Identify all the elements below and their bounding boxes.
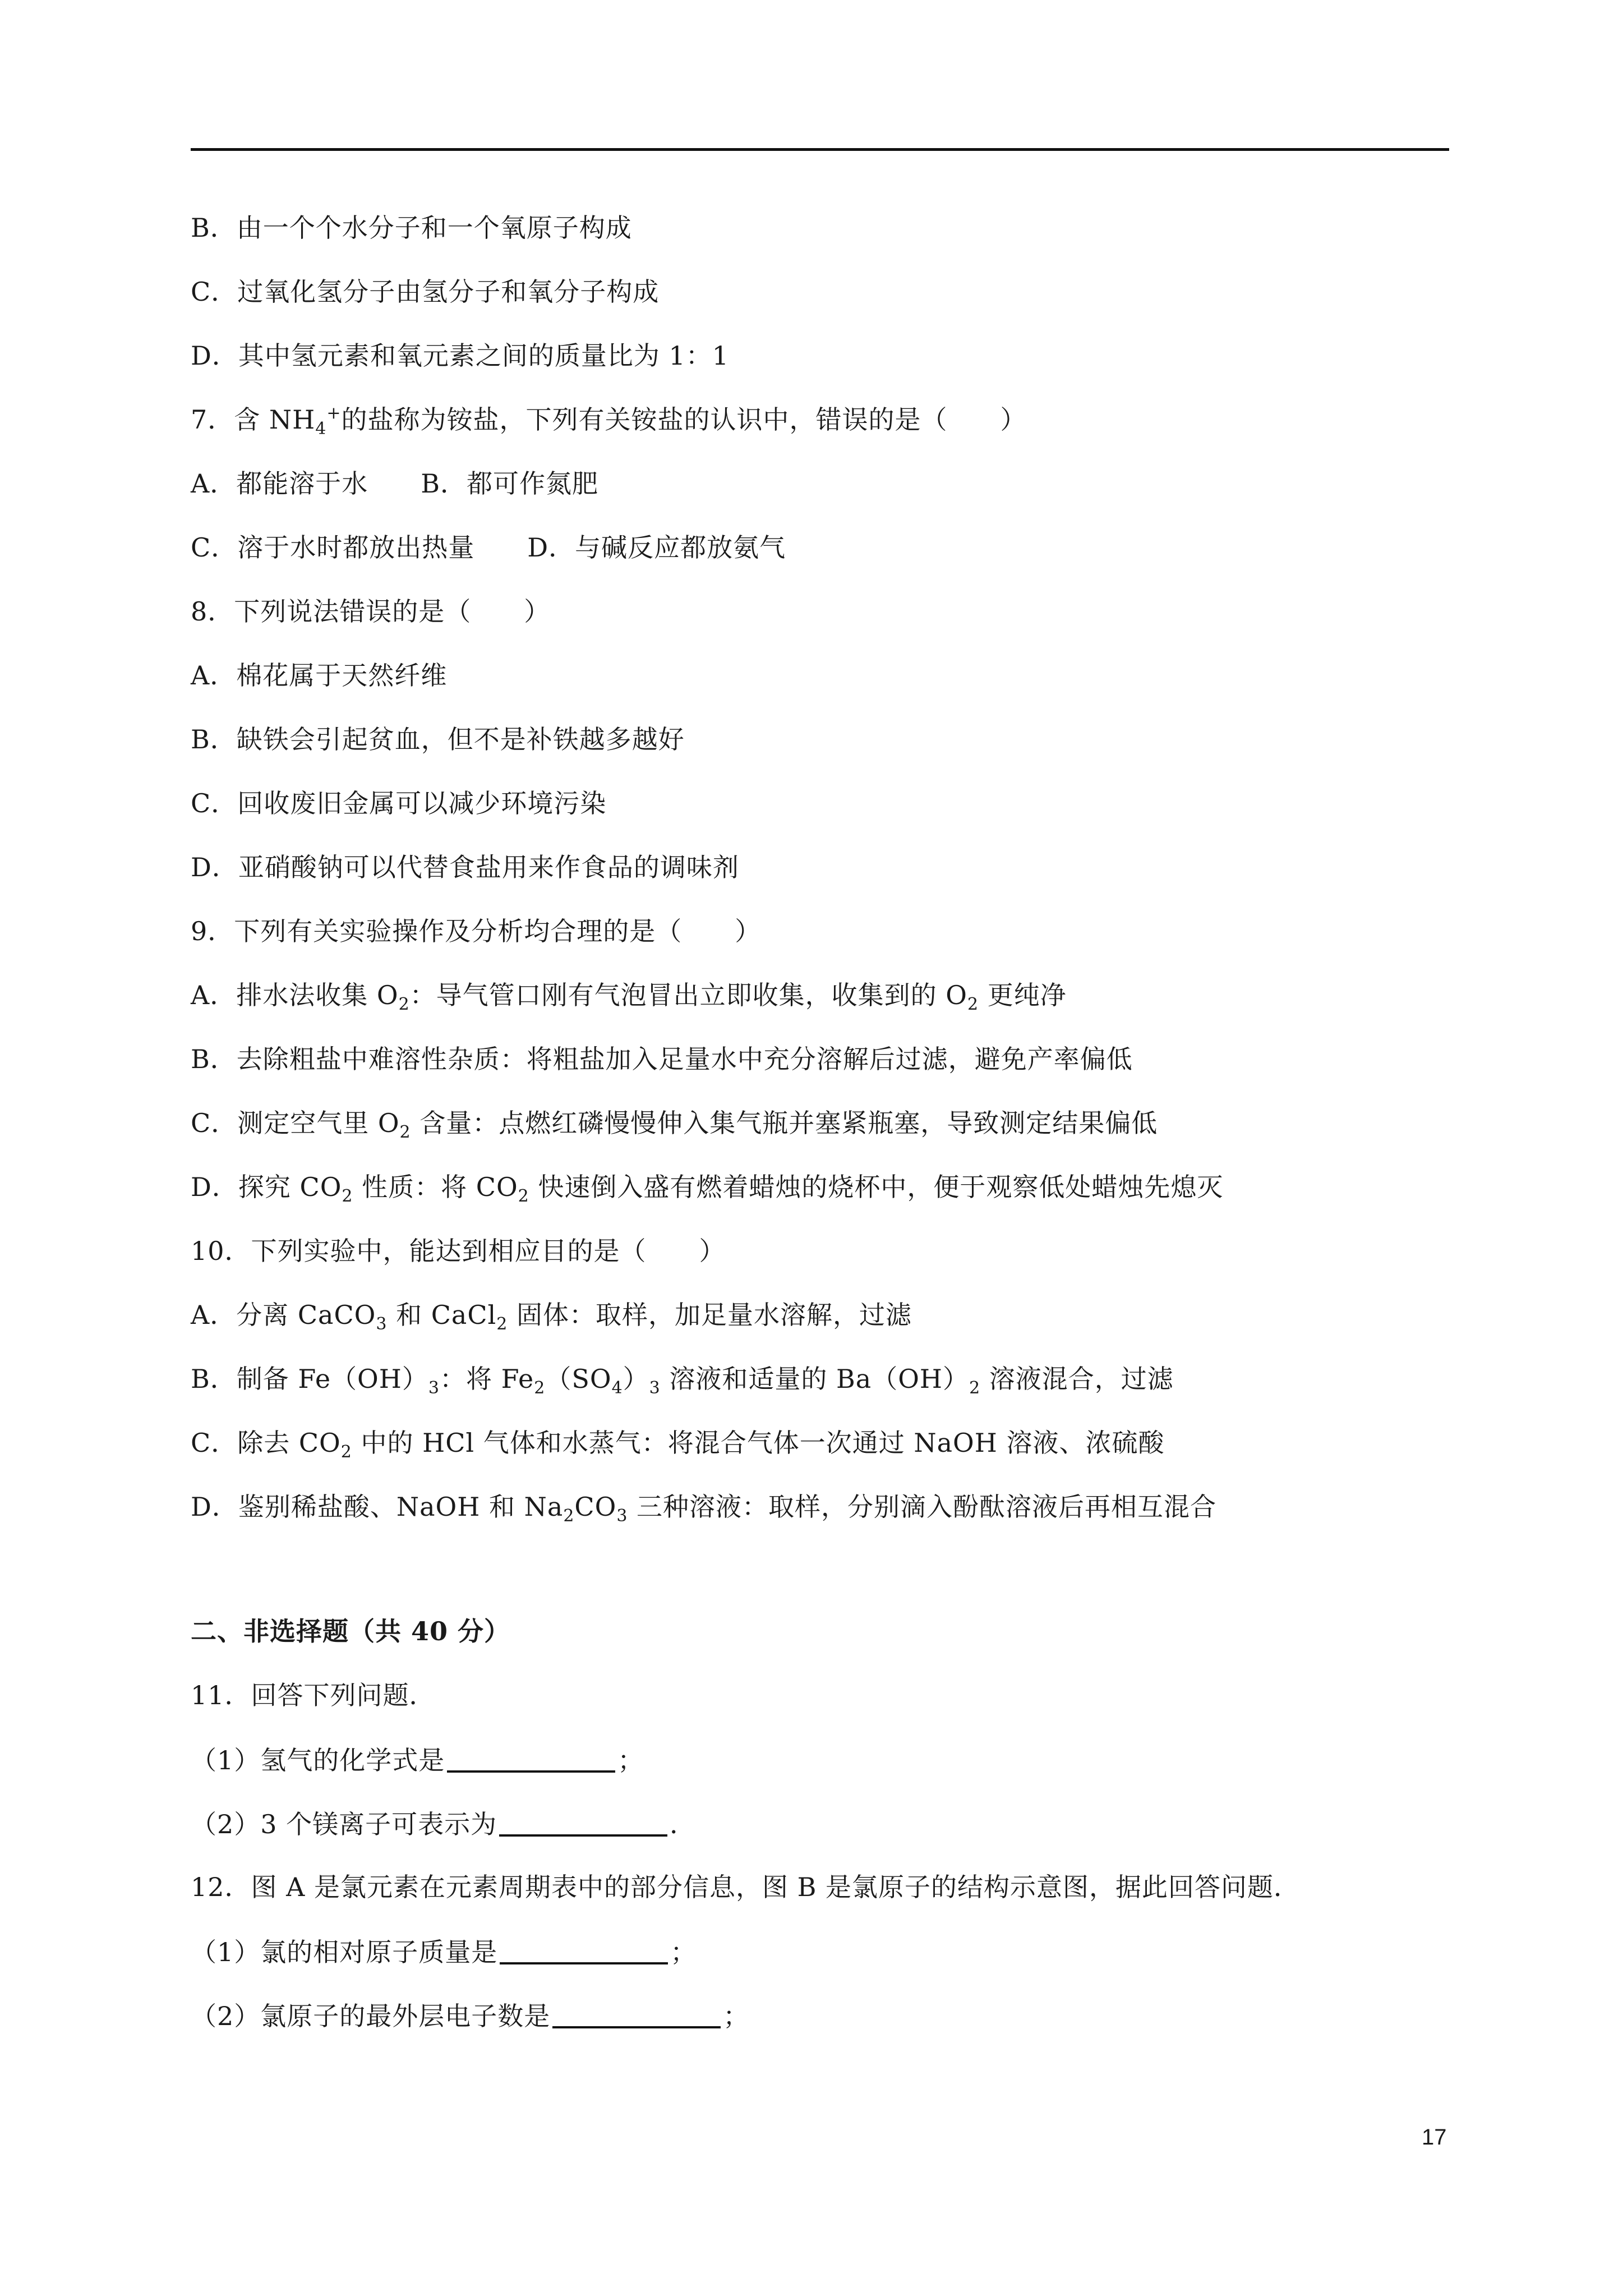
q9-c-text-1: C．测定空气里 O (191, 1108, 400, 1138)
q10-b-text-3: （SO (545, 1364, 612, 1394)
q9-option-a (191, 978, 1067, 1012)
q7-stem-subscript: 4 (315, 419, 327, 439)
q11-part-1-text: （1）氢气的化学式是 (191, 1745, 445, 1775)
q10-a-subscript-1: 3 (376, 1314, 388, 1334)
q10-c-text-2: 中的 HCl 气体和水蒸气：将混合气体一次通过 NaOH 溶液、浓硫酸 (352, 1428, 1165, 1458)
q9-c-subscript-1: 2 (399, 1122, 411, 1142)
q10-b-subscript-2: 2 (534, 1378, 546, 1398)
q10-b-subscript-3: 4 (611, 1378, 623, 1398)
q11-stem: 11．回答下列问题． (191, 1680, 436, 1710)
q10-a-text-2: 和 CaCl (387, 1300, 497, 1330)
q12-part-1-text: （1）氯的相对原子质量是 (191, 1937, 498, 1967)
q12-part-1-punct: ； (670, 1937, 697, 1967)
q9-c-text-2: 含量：点燃红磷慢慢伸入集气瓶并塞紧瓶塞，导致测定结果偏低 (411, 1108, 1158, 1138)
q10-d-subscript-1: 2 (563, 1506, 575, 1526)
q11-part-2-punct: ． (670, 1809, 697, 1839)
q10-option-b (191, 1362, 1174, 1396)
q10-a-subscript-2: 2 (496, 1314, 508, 1334)
q10-b-subscript-5: 2 (969, 1378, 981, 1398)
q7-options-ab: A．都能溶于水 B．都可作氮肥 (191, 468, 599, 499)
q10-d-subscript-2: 3 (616, 1506, 628, 1526)
q9-d-text-3: 快速倒入盛有燃着蜡烛的烧杯中，便于观察低处蜡烛先熄灭 (529, 1172, 1224, 1202)
q12-part-1 (191, 1934, 697, 1969)
q10-b-text-2: ：将 Fe (439, 1364, 534, 1394)
q10-b-text-1: B．制备 Fe（OH） (191, 1364, 428, 1394)
q10-option-a (191, 1298, 912, 1332)
q9-d-text-2: 性质：将 CO (353, 1172, 518, 1202)
q10-a-text-3: 固体：取样，加足量水溶解，过滤 (508, 1300, 912, 1330)
q8-stem: 8．下列说法错误的是（ ） (191, 596, 551, 627)
q10-stem: 10．下列实验中，能达到相应目的是（ ） (191, 1236, 726, 1266)
q10-option-c (191, 1426, 1164, 1460)
q9-a-text-1: A．排水法收集 O (191, 980, 399, 1010)
q9-option-c (191, 1106, 1158, 1140)
answer-blank[interactable] (500, 1934, 668, 1964)
q10-b-text-4: ） (623, 1364, 649, 1394)
q7-options-cd: C．溶于水时都放出热量 D．与碱反应都放氨气 (191, 532, 786, 563)
q11-part-2 (191, 1806, 696, 1841)
q7-stem-superscript: + (326, 403, 342, 423)
q10-c-subscript-1: 2 (340, 1442, 352, 1462)
q11-part-2-text: （2）3 个镁离子可表示为 (191, 1809, 497, 1839)
q9-d-subscript-2: 2 (518, 1186, 529, 1206)
q10-a-text-1: A．分离 CaCO (191, 1300, 376, 1330)
q6-option-d: D．其中氢元素和氧元素之间的质量比为 1：1 (191, 341, 730, 371)
q9-a-text-3: 更纯净 (979, 980, 1067, 1010)
q10-d-text-1: D．鉴别稀盐酸、NaOH 和 Na (191, 1492, 564, 1522)
answer-blank[interactable] (499, 1806, 667, 1837)
q9-a-text-2: ：导气管口刚有气泡冒出立即收集，收集到的 O (409, 980, 967, 1010)
q6-option-c: C．过氧化氢分子由氢分子和氧分子构成 (191, 277, 660, 307)
page-number: 17 (1422, 2125, 1447, 2150)
q10-c-text-1: C．除去 CO (191, 1428, 341, 1458)
q12-part-2-text: （2）氯原子的最外层电子数是 (191, 2001, 551, 2031)
answer-blank[interactable] (552, 1998, 721, 2028)
q10-b-subscript-1: 3 (428, 1378, 440, 1398)
q12-part-2 (191, 1998, 749, 2033)
q8-option-b: B．缺铁会引起贫血，但不是补铁越多越好 (191, 724, 685, 754)
q9-option-d (191, 1170, 1223, 1204)
q10-d-text-2: CO (574, 1492, 617, 1522)
q9-a-subscript-2: 2 (967, 995, 979, 1014)
q11-part-1 (191, 1742, 644, 1777)
q10-b-subscript-4: 3 (649, 1378, 661, 1398)
q10-option-d (191, 1490, 1216, 1524)
q11-part-1-punct: ； (617, 1745, 644, 1775)
q7-stem-prefix: 7．含 NH (191, 404, 316, 435)
q12-stem: 12．图 A 是氯元素在元素周期表中的部分信息，图 B 是氯原子的结构示意图，据此回答问题． (191, 1872, 1301, 1902)
q8-option-a: A．棉花属于天然纤维 (191, 660, 448, 691)
q10-b-text-6: 溶液混合，过滤 (980, 1364, 1174, 1394)
q9-option-b: B．去除粗盐中难溶性杂质：将粗盐加入足量水中充分溶解后过滤，避免产率偏低 (191, 1044, 1133, 1074)
q8-option-c: C．回收废旧金属可以减少环境污染 (191, 788, 607, 818)
q9-stem: 9．下列有关实验操作及分析均合理的是（ ） (191, 916, 762, 946)
header-rule (191, 148, 1449, 151)
q8-option-d: D．亚硝酸钠可以代替食盐用来作食品的调味剂 (191, 852, 739, 882)
answer-blank[interactable] (447, 1742, 615, 1773)
q7-stem (191, 403, 1027, 439)
q7-stem-suffix: 的盐称为铵盐，下列有关铵盐的认识中，错误的是（ ） (341, 404, 1027, 435)
q9-d-subscript-1: 2 (342, 1186, 353, 1206)
q10-d-text-3: 三种溶液：取样，分别滴入酚酞溶液后再相互混合 (628, 1492, 1217, 1522)
section-heading: 二、非选择题（共 40 分） (191, 1616, 511, 1646)
q10-b-text-5: 溶液和适量的 Ba（OH） (660, 1364, 970, 1394)
q12-part-2-punct: ； (723, 2001, 750, 2031)
q9-a-subscript-1: 2 (398, 995, 410, 1014)
q6-option-b: B．由一个个水分子和一个氧原子构成 (191, 213, 632, 243)
q9-d-text-1: D．探究 CO (191, 1172, 342, 1202)
